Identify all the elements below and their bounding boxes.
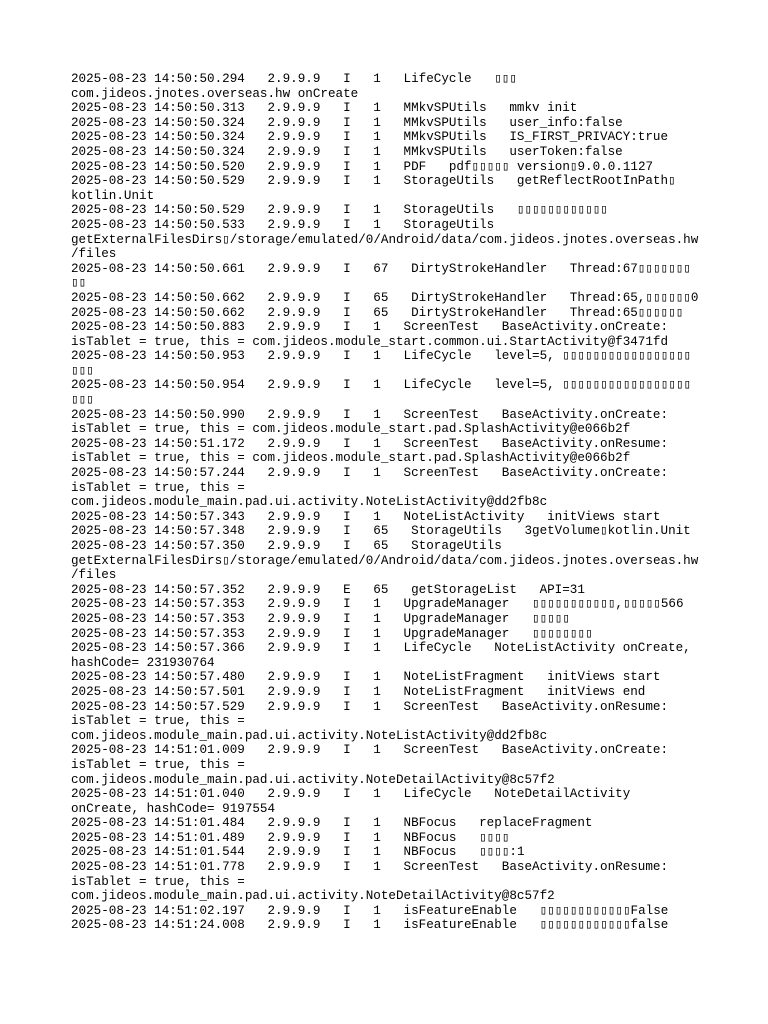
- log-line: isTablet = true, this =: [71, 757, 245, 772]
- log-line: 2025-08-23 14:51:01.544 2.9.9.9 I 1 NBFocus ▯▯▯▯:1: [71, 845, 525, 860]
- log-line: 2025-08-23 14:50:57.353 2.9.9.9 I 1 UpgradeManager ▯▯▯▯▯: [71, 611, 570, 626]
- log-line: 2025-08-23 14:50:50.324 2.9.9.9 I 1 MMkvSPUtils IS_FIRST_PRIVACY:true: [71, 130, 669, 145]
- log-line: ▯▯▯: [71, 393, 94, 408]
- log-line: 2025-08-23 14:50:57.348 2.9.9.9 I 65 StorageUtils 3getVolume▯kotlin.Unit: [71, 524, 691, 539]
- log-line: 2025-08-23 14:51:01.009 2.9.9.9 I 1 ScreenTest BaseActivity.onCreate:: [71, 743, 669, 758]
- log-line: 2025-08-23 14:50:50.661 2.9.9.9 I 67 DirtyStrokeHandler Thread:67▯▯▯▯▯▯▯: [71, 261, 691, 276]
- log-line: 2025-08-23 14:50:50.529 2.9.9.9 I 1 StorageUtils getReflectRootInPath▯: [71, 174, 676, 189]
- log-line: /files: [71, 568, 117, 583]
- log-line: kotlin.Unit: [71, 188, 155, 203]
- log-line: 2025-08-23 14:50:57.480 2.9.9.9 I 1 NoteListFragment initViews start: [71, 670, 661, 685]
- log-line: 2025-08-23 14:50:57.501 2.9.9.9 I 1 NoteListFragment initViews end: [71, 684, 646, 699]
- log-line: com.jideos.module_main.pad.ui.activity.NoteListActivity@dd2fb8c: [71, 728, 548, 743]
- log-document: [71, 72, 711, 933]
- log-line: ▯▯: [71, 276, 87, 291]
- log-line: 2025-08-23 14:50:50.533 2.9.9.9 I 1 StorageUtils: [71, 217, 495, 232]
- log-line: 2025-08-23 14:50:50.883 2.9.9.9 I 1 ScreenTest BaseActivity.onCreate:: [71, 320, 669, 335]
- log-line: 2025-08-23 14:50:50.529 2.9.9.9 I 1 StorageUtils ▯▯▯▯▯▯▯▯▯▯▯▯: [71, 203, 608, 218]
- log-line: 2025-08-23 14:50:51.172 2.9.9.9 I 1 ScreenTest BaseActivity.onResume:: [71, 436, 669, 451]
- log-line: 2025-08-23 14:50:57.353 2.9.9.9 I 1 UpgradeManager ▯▯▯▯▯▯▯▯: [71, 626, 593, 641]
- log-line: com.jideos.module_main.pad.ui.activity.NoteDetailActivity@8c57f2: [71, 889, 555, 904]
- log-line: 2025-08-23 14:51:24.008 2.9.9.9 I 1 isFeatureEnable ▯▯▯▯▯▯▯▯▯▯▯▯false: [71, 918, 669, 933]
- log-line: isTablet = true, this = com.jideos.module_start.pad.SplashActivity@e066b2f: [71, 422, 631, 437]
- log-line: 2025-08-23 14:50:50.953 2.9.9.9 I 1 LifeCycle level=5, ▯▯▯▯▯▯▯▯▯▯▯▯▯▯▯▯▯: [71, 349, 692, 364]
- log-line: ▯▯▯: [71, 363, 94, 378]
- log-line: 2025-08-23 14:50:57.353 2.9.9.9 I 1 UpgradeManager ▯▯▯▯▯▯▯▯▯▯▯,▯▯▯▯▯566: [71, 597, 684, 612]
- log-line: 2025-08-23 14:50:57.529 2.9.9.9 I 1 ScreenTest BaseActivity.onResume:: [71, 699, 669, 714]
- log-line: 2025-08-23 14:50:50.662 2.9.9.9 I 65 DirtyStrokeHandler Thread:65▯▯▯▯▯▯: [71, 305, 684, 320]
- log-line: getExternalFilesDirs▯/storage/emulated/0/Android/data/com.jideos.jnotes.overseas.hw: [71, 232, 699, 247]
- log-line: 2025-08-23 14:50:57.343 2.9.9.9 I 1 NoteListActivity initViews start: [71, 509, 661, 524]
- log-line: 2025-08-23 14:50:57.352 2.9.9.9 E 65 getStorageList API=31: [71, 582, 585, 597]
- log-line: 2025-08-23 14:51:01.778 2.9.9.9 I 1 ScreenTest BaseActivity.onResume:: [71, 860, 669, 875]
- log-line: isTablet = true, this = com.jideos.module_start.pad.SplashActivity@e066b2f: [71, 451, 631, 466]
- log-line: 2025-08-23 14:50:57.366 2.9.9.9 I 1 LifeCycle NoteListActivity onCreate,: [71, 641, 691, 656]
- log-line: 2025-08-23 14:51:02.197 2.9.9.9 I 1 isFeatureEnable ▯▯▯▯▯▯▯▯▯▯▯▯False: [71, 903, 669, 918]
- log-line: 2025-08-23 14:50:50.520 2.9.9.9 I 1 PDF pdf▯▯▯▯▯ version▯9.0.0.1127: [71, 159, 654, 174]
- log-line: isTablet = true, this =: [71, 714, 245, 729]
- log-line: isTablet = true, this = com.jideos.module_start.common.ui.StartActivity@f3471fd: [71, 334, 669, 349]
- log-line: getExternalFilesDirs▯/storage/emulated/0/Android/data/com.jideos.jnotes.overseas.hw: [71, 553, 699, 568]
- log-line: isTablet = true, this =: [71, 480, 245, 495]
- log-line: /files: [71, 247, 117, 262]
- log-line: 2025-08-23 14:50:50.324 2.9.9.9 I 1 MMkvSPUtils userToken:false: [71, 144, 623, 159]
- log-line: com.jideos.module_main.pad.ui.activity.NoteDetailActivity@8c57f2: [71, 772, 555, 787]
- log-line: onCreate, hashCode= 9197554: [71, 801, 276, 816]
- log-line: 2025-08-23 14:50:50.324 2.9.9.9 I 1 MMkvSPUtils user_info:false: [71, 115, 623, 130]
- log-line: 2025-08-23 14:51:01.489 2.9.9.9 I 1 NBFocus ▯▯▯▯: [71, 830, 510, 845]
- log-line: com.jideos.module_main.pad.ui.activity.NoteListActivity@dd2fb8c: [71, 495, 548, 510]
- log-line: 2025-08-23 14:50:57.244 2.9.9.9 I 1 ScreenTest BaseActivity.onCreate:: [71, 466, 669, 481]
- log-line: 2025-08-23 14:50:50.990 2.9.9.9 I 1 ScreenTest BaseActivity.onCreate:: [71, 407, 669, 422]
- log-line: 2025-08-23 14:50:50.313 2.9.9.9 I 1 MMkvSPUtils mmkv init: [71, 101, 578, 116]
- log-line: 2025-08-23 14:50:50.294 2.9.9.9 I 1 LifeCycle ▯▯▯: [71, 72, 517, 86]
- log-line: 2025-08-23 14:50:50.954 2.9.9.9 I 1 LifeCycle level=5, ▯▯▯▯▯▯▯▯▯▯▯▯▯▯▯▯▯: [71, 378, 692, 393]
- log-line: hashCode= 231930764: [71, 655, 215, 670]
- log-line: 2025-08-23 14:50:57.350 2.9.9.9 I 65 StorageUtils: [71, 539, 502, 553]
- log-line: 2025-08-23 14:51:01.040 2.9.9.9 I 1 LifeCycle NoteDetailActivity: [71, 787, 631, 802]
- log-line: com.jideos.jnotes.overseas.hw onCreate: [71, 86, 359, 101]
- log-line: 2025-08-23 14:51:01.484 2.9.9.9 I 1 NBFocus replaceFragment: [71, 816, 593, 831]
- log-line: isTablet = true, this =: [71, 874, 245, 889]
- log-line: 2025-08-23 14:50:50.662 2.9.9.9 I 65 DirtyStrokeHandler Thread:65,▯▯▯▯▯▯0: [71, 290, 699, 305]
